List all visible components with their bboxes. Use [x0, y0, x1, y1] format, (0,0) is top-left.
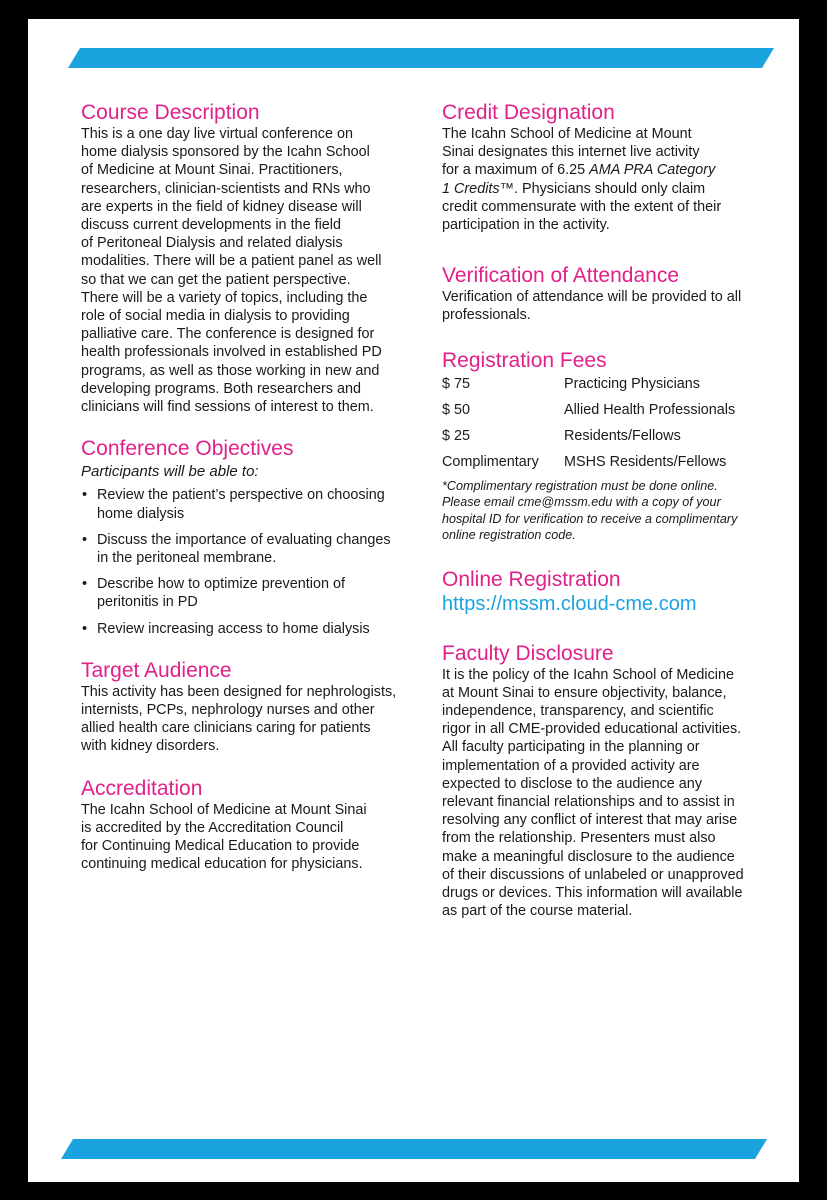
target-audience-section — [81, 659, 411, 756]
accreditation-heading: Accreditation — [81, 776, 203, 800]
verification-section — [442, 264, 772, 324]
course-description-text: This is a one day live virtual conference on home dialysis sponsored by the Icahn School of Medicine at Mount Sinai. Practitioners, researchers, clinician-scientists and RNs who are experts in the field of kidney disease will discuss current developments in the field of Peritoneal Dialysis and related dialysis modalities. There will be a patient panel as well so that we can get the patient perspective. There will be a variety of topics, including the role of social media in dialysis to providing palliative care. The conference is designed for health professionals involved in established PD programs, as well as those working in new and developing programs. Both researchers and clinicians will find sessions of interest to them. — [81, 126, 382, 416]
fee-row — [442, 401, 772, 419]
registration-url-link[interactable]: https://mssm.cloud-cme.com — [442, 592, 697, 615]
bottom-blue-stripe — [61, 1139, 767, 1159]
fee-amount: $ 75 — [442, 375, 471, 392]
verification-text: Verification of attendance will be provided to all professionals. — [442, 289, 742, 324]
verification-heading: Verification of Attendance — [442, 264, 679, 288]
fee-row — [442, 453, 772, 471]
credit-text: The Icahn School of Medicine at Mount Sinai designates this internet live activity for a maximum of 6.25 AMA PRA Category 1 Credits™. Physicians should only claim credit commensurate with the extent of their participation in the activity. — [442, 126, 722, 234]
accreditation-text: The Icahn School of Medicine at Mount Sinai is accredited by the Accreditation Council for Continuing Medical Education to provide continuing medical education for physicians. — [81, 801, 367, 873]
top-blue-stripe — [68, 48, 774, 68]
fee-amount: $ 25 — [442, 427, 471, 444]
fees-section — [442, 349, 772, 544]
online-registration-heading: Online Registration — [442, 567, 621, 591]
credit-section — [442, 101, 772, 234]
target-audience-heading: Target Audience — [81, 658, 232, 682]
fee-audience: MSHS Residents/Fellows — [564, 453, 727, 470]
faculty-disclosure-section — [442, 642, 772, 921]
fee-audience: Practicing Physicians — [564, 375, 700, 392]
brochure-page — [28, 19, 799, 1182]
fee-amount: Complimentary — [442, 453, 539, 470]
accreditation-section — [81, 777, 411, 874]
fee-row — [442, 375, 772, 393]
left-column — [81, 101, 411, 895]
course-description-heading: Course Description — [81, 101, 260, 124]
faculty-disclosure-heading: Faculty Disclosure — [442, 641, 614, 665]
fees-table — [442, 375, 772, 471]
course-description-section — [81, 101, 411, 416]
target-audience-text: This activity has been designed for nephrologists, internists, PCPs, nephrology nurses and other allied health care clinicians caring for patients with kidney disorders. — [81, 683, 397, 755]
objectives-intro: Participants will be able to: — [81, 463, 259, 481]
objective-item: • Discuss the importance of evaluating changes in the peritoneal membrane. — [81, 531, 411, 567]
complimentary-note: *Complimentary registration must be done online. Please email cme@mssm.edu with a copy of your hospital ID for verification to receive a complimentary online registration code. — [442, 478, 738, 543]
fee-amount: $ 50 — [442, 401, 471, 418]
fee-audience: Residents/Fellows — [564, 427, 681, 444]
right-column — [442, 101, 772, 941]
online-registration-section — [442, 568, 772, 616]
credit-heading: Credit Designation — [442, 101, 615, 124]
objectives-section — [81, 437, 411, 638]
objectives-list — [81, 486, 411, 637]
objective-item: • Review the patient’s perspective on choosing home dialysis — [81, 486, 411, 522]
faculty-disclosure-text: It is the policy of the Icahn School of Medicine at Mount Sinai to ensure objectivity, balance, independence, transparency, and scientific rigor in all CME-provided educational activities. All faculty participating in the planning or implementation of a provided activity are expected to disclose to the audience any relevant financial relationships and to assist in resolving any conflict of interest that may arise from the relationship. Presenters must also make a meaningful disclosure to the audience of their discussions of unlabeled or unapproved drugs or devices. This information will available as part of the course material. — [442, 666, 744, 920]
objectives-heading: Conference Objectives — [81, 437, 294, 461]
fee-row — [442, 427, 772, 445]
fees-heading: Registration Fees — [442, 348, 607, 372]
objective-item: • Review increasing access to home dialysis — [81, 620, 411, 638]
fee-audience: Allied Health Professionals — [564, 401, 736, 418]
objective-item: • Describe how to optimize prevention of peritonitis in PD — [81, 575, 411, 611]
